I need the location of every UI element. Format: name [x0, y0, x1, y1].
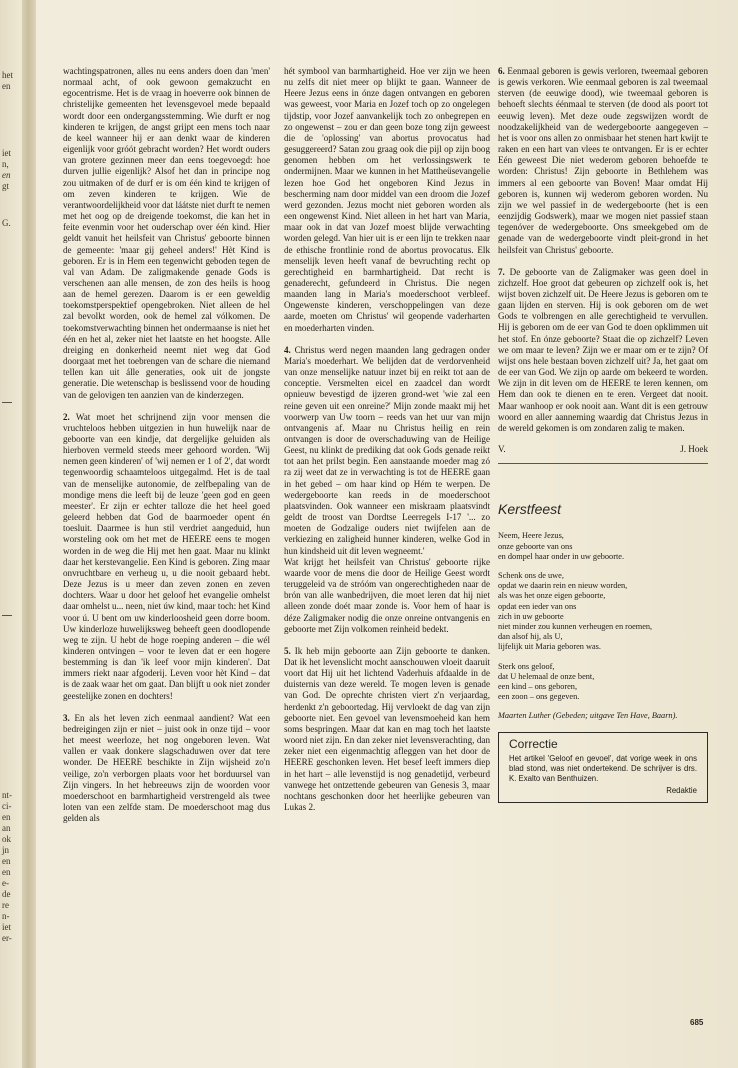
- fragment: het: [2, 70, 13, 80]
- poem-line: en dompel haar onder in uw geboorte.: [498, 551, 625, 561]
- fragment: en: [2, 867, 11, 877]
- signature-initial: V.: [498, 444, 506, 454]
- paragraph-number: 2.: [63, 411, 70, 422]
- paragraph-7: [498, 267, 708, 434]
- page-binding: [22, 0, 36, 1068]
- poem-line: opdat een ieder van ons: [498, 601, 577, 611]
- poem-line: Neem, Heere Jezus,: [498, 531, 564, 541]
- article-column-1: [63, 66, 270, 835]
- fragment: ci-: [2, 801, 12, 811]
- poem-title: Kerstfeest: [498, 501, 562, 518]
- poem-line: Sterk ons geloof,: [498, 661, 555, 671]
- paragraph-number: 3.: [63, 712, 70, 723]
- paragraph-text: Wat moet het schrijnend zijn voor mensen die vruchteloos hebben uitgezien in hun huwelijk naar de geboorte van een kindje, dat dergelijke geluiden als hierboven vermeld steeds meer gehoord worden. 'Wij nemen geen kinderen' of 'wij nemen er 1 of 2', dat wordt tegenwoordig schaamteloos uitgegalmd. Het is de taal van de menselijke autonomie, de zelfbepaling van de mondige mens die leeft bij de leuze 'geen god en geen meester'. Er zijn er echter talloze die het heel goed geleerd hebben dat God de baarmoeder opent én toesluit. Daarmee is hun stil verdriet aangeduid, hun worsteling ook om het met de HEERE eens te mogen worden in de weg die Hij met hen gaat. Maar nu klinkt daar het kerstevangelie. Een Kind is geboren. Zing maar onvruchtbare en verheug u, u die nooit gebaard hebt. Deze Jezus is u meer dan zeven zonen en zeven dochters. Waar u door het geloof het evangelie omhelst daar omhelst u... neen, niet úw kind, maar toch: het Kind voor ú. U bent om uw kinderloosheid geen dorre boom. Uw kinderloze huwelijksweg beheeft geen doodlopende weg te zijn. U hebt de hoge roeping anderen – die wél kinderen ontvingen – voor te leven dat er een hogere bestemming is dan 'ik leef voor mijn kinderen'. Dat immers riekt naar afgoderij. Leven voor hèt Kind – dat is de zaak waar het om gaat. Dan blijft u ook niet zonder geestelijke zonen en dochters!: [63, 411, 270, 701]
- correction-signature: Redaktie: [666, 785, 697, 795]
- poem-line: dan alsof hij, als U,: [498, 632, 563, 642]
- fragment: en: [2, 81, 11, 91]
- paragraph-4: [284, 345, 490, 557]
- poem-stanza-3: [498, 662, 708, 703]
- correction-title: Correctie: [509, 736, 558, 751]
- poem-line: onze geboorte van ons: [498, 541, 573, 551]
- margin-line: [2, 402, 12, 403]
- fragment: gt: [2, 181, 10, 191]
- paragraph-text: Christus werd negen maanden lang gedragen onder Maria's moederhart. We belijden dat de verdorvenheid van onze menselijke natuur inzet bij en reikt tot aan de conceptie. Versmelten eicel en zaadcel dan wordt opnieuw bevestigd de ijzeren grond-wet 'wie zal een reine geven uit een onreine?' Mijn zonde maakt mij het voorwerp van Uw toorn – reeds van het uur van mijn ontvangenis af. Maar nu Christus heilig en rein ontvangen is door de overschaduwing van de Heilige Geest, nu klinkt de prediking dat ook Gods genade reikt tot aan het prilst begin. Een aanstaande moeder mag zó ra zij weet dat ze in verwachting is tot de HEERE gaan in het gebed – om haar kind op Hém te werpen. De wedergeboorte kan reeds in de moederschoot plaatsvinden. Ook wanneer een miskraam plaatsvindt geldt de troost van Dordtse Leerregels I-17 '... zo moeten de Godzalige ouders niet twijfelen aan de verkiezing en zaligheid hunner kinderen, welke God in hun kindsheid uit dit leven wegneemt.': [284, 344, 490, 556]
- poem-line: als was het onze eigen geboorte,: [498, 591, 606, 601]
- paragraph-3: [63, 713, 270, 825]
- page-number: 685: [690, 1018, 704, 1027]
- paragraph-number: 6.: [498, 66, 505, 76]
- correction-box: [498, 732, 708, 803]
- fragment: iet: [2, 922, 11, 932]
- article-column-2: [284, 66, 490, 824]
- poem-source: Maarten Luther (Gebeden; uitgave Ten Have, Baarn).: [498, 711, 678, 721]
- paragraph-text: En als het leven zich eenmaal aandient? Wat een bedreigingen zijn er niet – juist ook in onze tijd – voor het meest weerloze, het nog ongeboren leven. Wat vallen er vaak donkere slagschaduwen over dat tere wonder. De HEERE beschikte in Zijn wijsheid zo'n veilige, zo'n verborgen plaats voor het borduursel van Zijn vingers. In het hebreeuws zijn de woorden voor moederschoot en barmhartigheid verstrengeld als twee loten van een zelfde stam. De moederschoot mag dus gelden als: [63, 712, 270, 824]
- fragment: nt-: [2, 790, 12, 800]
- article-column-3: [498, 66, 708, 803]
- paragraph-text: De geboorte van de Zaligmaker was geen doel in zichzelf. Hoe groot dat gebeuren op zichzelf ook is, het wijst boven zichzelf uit. De Heere Jezus is geboren om te gaan lijden en sterven. Hij is ook geboren om de wet Gods te volbrengen en alle gerechtigheid te vervullen. Hij is geboren om de eer van God te doen opklimmen uit het stof. En ónze geboorte? Staat die op zichzelf? Leven we om maar te leven? Zijn we er maar om er te zijn? Of wijst ons hele bestaan boven zichzelf uit? Ja, het gaat om de eer van God. We zijn op aarde om bekeerd te worden. We zijn in dit leven om de HEERE te leren kennen, om Hem dan ook te dienen en te eren. Vergeet dat nooit. Maar wanhoop er ook nooit aan. Want dit is een getrouw woord en aller aanneming waardig dat Christus Jezus in de wereld gekomen is om zondaren zalig te maken.: [498, 266, 708, 433]
- paragraph-2: [63, 412, 270, 702]
- poem-line: een zoon – ons gegeven.: [498, 692, 580, 702]
- poem-line: een kind – ons geboren,: [498, 681, 578, 691]
- paragraph: hét symbool van barmhartigheid. Hoe ver zijn we heen nu zelfs dit niet meer op blijkt te gaan. Wanneer de Heere Jezus eens in ónze dagen ontvangen en geboren was geweest, voor Maria en Jozef toch op zo ongelegen tijdstip, voor Jozef aanvankelijk toch zo onbegrepen en zo ongewenst – zou er dan geen boze tong zijn geweest die de 'oplossing' van abortus provocatus had gesuggereerd? Satan zou graag ook die pijl op zijn boog genomen hebben om het verlossingswerk te ondermijnen. Maar we kunnen in het Mattheüsevangelie lezen hoe God het ongeboren Kind Jezus in bescherming nam door middel van een droom die Jozef werd gezonden. Jezus mocht niet geboren worden als een ongewenst Kind. Niet alleen in het hart van Maria, maar ook in dat van Jozef moest blijde verwachting worden gelegd. Van hier uit is er een lijn te trekken naar de ethische frontlinie rond de abortus provocatus. Elk menselijk leven heeft vanaf de bevruchting recht op gerechtigheid en barmhartigheid. Dat recht is genaderecht, gefundeerd in Christus. Die negen maanden lang in Maria's moederschoot verbleef. Ongewenste kinderen, verschoppelingen van deze aarde, moeten om Christus' wil geopende vaderharten en moederharten vinden.: [284, 66, 490, 333]
- paragraph-text: Eenmaal geboren is gewis verloren, tweemaal geboren is gewis verkoren. Wie eenmaal geboren is zal tweemaal sterven (de eeuwige dood), wie tweemaal geboren is behoeft slechts éénmaal te sterven (de dood als poort tot eeuwig leven). Met deze oude zegswijzen wordt de noodzakelijkheid van de wedergeboorte aangegeven – het is voor ons allen zo onmisbaar het stenen hart kwijt te raken en een hart van vlees te ontvangen. Er is er echter Eén geweest Die niet wederom geboren behoefde te worden: Christus! Zijn geboorte in Bethlehem was immers al een geboorte van Boven! Maar omdat Hij geboren is, kunnen wij wederom geboren worden. Nu zijn we wel passief in de wedergeboorte (het is een eenzijdig Godswerk), maar we mogen niet passief staan tegenóver de wedergeboorte. Ons smeekgebed om de genade van de wedergeboorte vindt pleit-grond in het heilsfeit van Christus' geboorte.: [498, 66, 709, 255]
- fragment: en: [2, 812, 11, 822]
- fragment: e-: [2, 878, 9, 888]
- fragment: n,: [2, 159, 9, 169]
- paragraph-6: [498, 66, 708, 256]
- fragment: G.: [2, 218, 11, 228]
- paragraph: Wat krijgt het heilsfeit van Christus' geboorte rijke waarde voor de mens die door de Heilige Geest wordt teruggeleid va de stróóm van ongerechtigheden naar de brón van alle wanbedrijven, die moet leren dat hij niet alleen zonde doét maar zonde is. Voor hem of haar is déze Zaligmaker nodig die onze onreine ontvangenis en geboorte met Zijn volkomen reinheid bedekt.: [284, 556, 490, 634]
- correction-text: Het artikel 'Geloof en gevoel', dat vorige week in ons blad stond, was niet ondertekend. De schrijver is drs. K. Exalto van Benthuizen.: [509, 753, 697, 783]
- previous-page-fragments: [0, 0, 22, 1068]
- fragment: ok: [2, 834, 11, 844]
- poem-line: dat U helemaal de onze bent,: [498, 671, 595, 681]
- poem-stanza-1: [498, 531, 708, 562]
- author-name: J. Hoek: [680, 444, 708, 454]
- poem-line: Schenk ons de uwe,: [498, 570, 564, 580]
- paragraph: wachtingspatronen, alles nu eens anders doen dan 'men' normaal acht, of ook gewoon gemakzucht en egocentrisme. Het is de vraag in hoeverre ook binnen de christelijke gemeenten het levensgevoel mede bepaald wordt door een ondergangsstemming. Wie durft er nog kinderen te krijgen, de angst grijpt een mens toch naar de keel wanneer hij er aan denkt waar de kinderen eigenlijk voor gróót gebracht worden? Het wordt ouders van grotere gezinnen meer dan eens toegevoegd: hoe durven jullie eigenlijk? Alsof het dan in principe nog zou uitmaken of de durf er is om één kind te krijgen of om zeven kinderen te krijgen. Wie de verantwoordelijkheid voor dat láátste niet durft te nemen met het oog op de dreigende toekomst, die kan het in feite evenmin voor het ouderschap over één kind. Hier geldt vanuit het heilsfeit van Christus' geboorte binnen de gemeente: 'maar gij geheel anders!' Hèt Kind is geboren. Er is in Hem een tegenwicht geboden tegen de val van Adam. De zaligmakende genade Gods is verschenen aan alle mensen, de zon des heils is hoog aan de hemel gerezen. Daarom is er een geweldig toekomstperspektief opengebroken. Niet alleen de hel zal bevolkt worden, ook de hemel zal vólkomen. De toekomstverwachting binnen het ondermaanse is niet het één en het al, zeker niet het laatste en het hoogste. Alle dreiging en donkerheid neemt niet weg dat God doorgaat met het toebrengen van de schare die niemand tellen kan uit álle generaties, ook uit de jongste generatie. Die wetenschap is beslissend voor de houding van de gelovigen ten aanzien van de kinderzegen.: [63, 66, 270, 400]
- fragment: iet: [2, 148, 11, 158]
- poem-line: niet minder zou kunnen verheugen en roemen,: [498, 621, 653, 631]
- fragment: en: [2, 170, 11, 180]
- paragraph-number: 5.: [284, 645, 291, 656]
- paragraph-text: Ik heb mijn geboorte aan Zijn geboorte te danken. Dat ik het levenslicht mocht aanschouwen vloeit daaruit voort dat Hij uit het lichtend Vaderhuis afdaalde in de duisternis van deze wereld. Te mogen leven is genade van God. De oprechte christen viert z'n verjaardag, herdenkt z'n geboortedag. Hij vervloekt de dag van zijn geboorte niet. Een gevoel van levensmoeheid kan hem soms bespringen. Maar dat kan en mag toch het laatste woord niet zijn. En dan zeker niet levensverachting, dan zeker niet een eigenmachtig afleggen van het door de HEERE geschonken leven. Het besef leeft immers diep in het hart – alle levenstijd is nog genadetijd, verbeurd vanwege het ontzettende gebeuren van Genesis 3, maar nochtans geschonken door het heerlijke gebeuren van Lukas 2.: [284, 645, 490, 812]
- article-signature: [498, 444, 708, 464]
- fragment: er-: [2, 933, 12, 943]
- poem-line: lijfelijk uit Maria geboren was.: [498, 642, 601, 652]
- paragraph-5: [284, 646, 490, 813]
- poem-stanza-2: [498, 571, 708, 653]
- paragraph-number: 7.: [498, 266, 505, 277]
- poem-line: zich in uw geboorte: [498, 611, 564, 621]
- poem-line: opdat we daarin rein en nieuw worden,: [498, 581, 628, 591]
- fragment: en: [2, 856, 11, 866]
- fragment: jn: [2, 845, 10, 855]
- fragment: an: [2, 823, 11, 833]
- fragment: n-: [2, 911, 10, 921]
- fragment: de: [2, 889, 11, 899]
- fragment: re: [2, 900, 9, 910]
- margin-line: [2, 615, 12, 616]
- paragraph-number: 4.: [284, 344, 291, 355]
